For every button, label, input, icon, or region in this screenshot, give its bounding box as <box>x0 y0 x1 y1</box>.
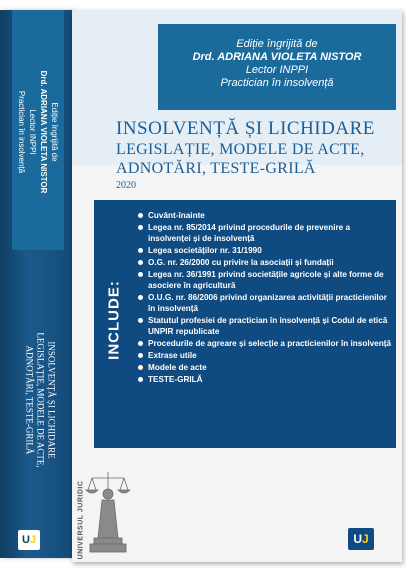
spine-logo-u: U <box>21 534 30 546</box>
spine-editor-line4: Practician în insolvență <box>17 90 26 174</box>
spine-editor-line1: Ediție îngrijită de <box>50 102 59 162</box>
include-label-text: INCLUDE: <box>105 280 123 360</box>
list-item: Modele de acte <box>136 362 394 373</box>
lady-justice-icon <box>78 460 138 560</box>
list-item: TESTE-GRILĂ <box>136 374 394 385</box>
spine-publisher-logo <box>18 530 40 550</box>
list-item: Statutul profesiei de practician în insolvență și Codul de etică UNPIR republicate <box>136 315 394 337</box>
edition-year: 2020 <box>116 180 136 191</box>
title-line3: ADNOTĂRI, TESTE-GRILĂ <box>116 160 316 177</box>
spine-editor <box>14 22 62 242</box>
publisher-vertical-text: UNIVERSUL JURIDIC <box>77 480 85 560</box>
spine-title <box>12 280 68 520</box>
spine-editor-name: Drd. ADRIANA VIOLETA NISTOR <box>39 70 48 194</box>
book-spine <box>0 10 72 558</box>
list-item: O.U.G. nr. 86/2006 privind organizarea activității practicienilor în insolvență <box>136 292 394 314</box>
title-line2: LEGISLAȚIE, MODELE DE ACTE, <box>116 141 365 158</box>
spine-title-line2: LEGISLAȚIE, MODELE DE ACTE, <box>35 332 46 468</box>
include-list <box>136 210 394 386</box>
list-item: Extrase utile <box>136 350 394 361</box>
include-box <box>94 200 396 448</box>
editor-line4: Practician în insolvență <box>220 77 334 89</box>
editor-name: Drd. ADRIANA VIOLETA NISTOR <box>192 51 362 63</box>
spine-title-line3: ADNOTĂRI, TESTE-GRILĂ <box>24 345 35 455</box>
include-label <box>102 220 126 420</box>
list-item: Procedurile de agreare și selecție a practicienilor în insolvență <box>136 338 394 349</box>
publisher-logo <box>348 528 374 550</box>
spine-title-line1: INSOLVENȚĂ ȘI LICHIDARE <box>46 341 57 459</box>
book-front-cover <box>72 10 402 562</box>
editor-box <box>158 24 396 110</box>
book-title <box>116 118 396 191</box>
spine-logo-j: J <box>29 534 37 546</box>
logo-j: J <box>361 532 369 546</box>
logo-u: U <box>353 532 362 546</box>
title-line1: INSOLVENȚĂ ȘI LICHIDARE <box>116 118 375 139</box>
list-item: Legea societăților nr. 31/1990 <box>136 245 394 256</box>
editor-line3: Lector INPPI <box>245 64 309 76</box>
list-item: Legea nr. 85/2014 privind procedurile de prevenire a insolvenței și de insolvență <box>136 222 394 244</box>
list-item: O.G. nr. 26/2000 cu privire la asociații și fundații <box>136 257 394 268</box>
list-item: Cuvânt-înainte <box>136 210 394 221</box>
spine-editor-line3: Lector INPPI <box>28 109 37 155</box>
editor-line1: Ediție îngrijită de <box>236 38 318 50</box>
list-item: Legea nr. 36/1991 privind societățile agricole și alte forme de asociere în agricultură <box>136 269 394 291</box>
